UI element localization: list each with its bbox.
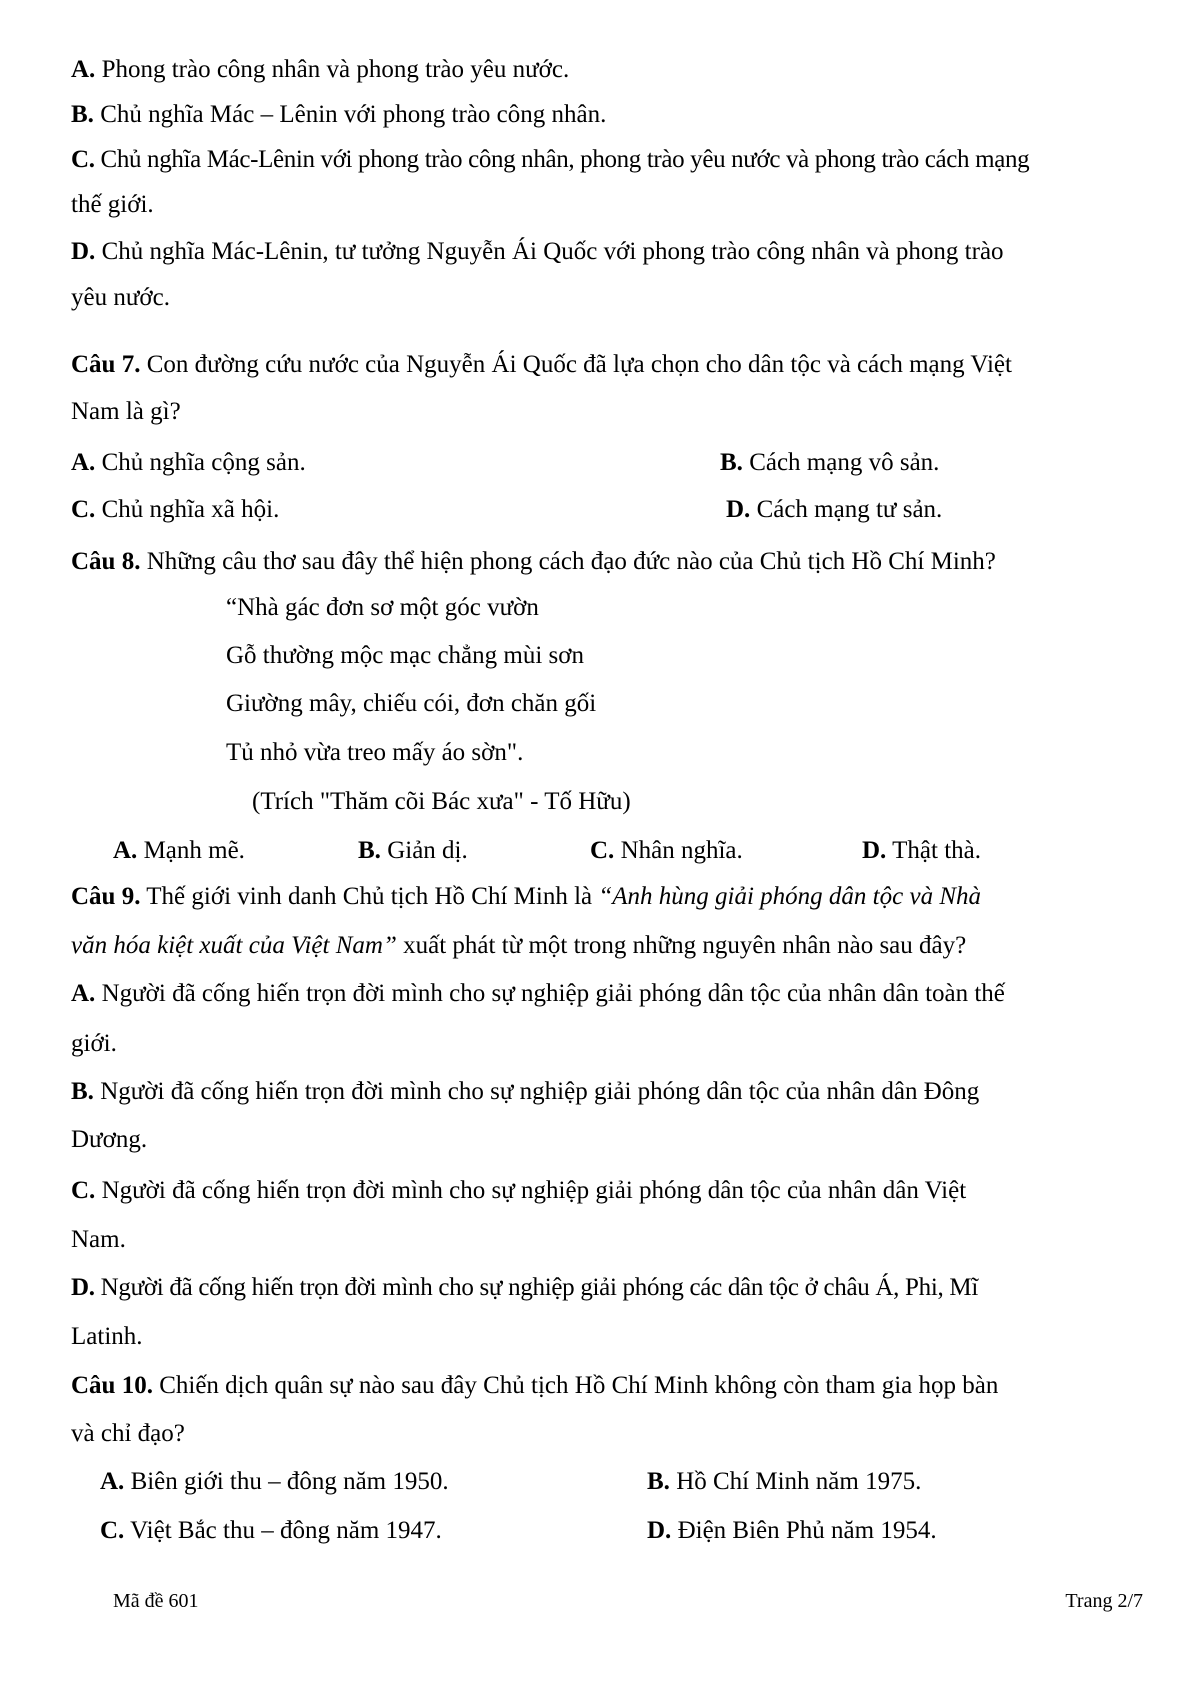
q8-option-d — [862, 835, 981, 867]
option-text: Cách mạng tư sản. — [756, 496, 943, 523]
option-letter: B. — [358, 837, 381, 864]
q10-option-d — [647, 1515, 937, 1547]
q9-option-a-cont — [71, 1028, 117, 1060]
q6-option-d-cont — [71, 282, 170, 314]
q9-option-d — [71, 1272, 978, 1304]
q6-option-c — [71, 144, 1029, 176]
quote-text: văn hóa kiệt xuất của Việt Nam” — [71, 932, 397, 959]
q6-option-a — [71, 54, 569, 86]
poem-line: Gỗ thường mộc mạc chẳng mùi sơn — [226, 642, 584, 669]
option-text: Hồ Chí Minh năm 1975. — [676, 1468, 922, 1495]
option-letter: C. — [71, 146, 95, 173]
option-text: Cách mạng vô sản. — [749, 449, 940, 476]
q9-stem-cont — [71, 930, 966, 962]
option-letter: D. — [71, 238, 96, 265]
q9-option-c-cont — [71, 1224, 126, 1256]
option-text: Chủ nghĩa xã hội. — [101, 496, 280, 523]
option-text: Điện Biên Phủ năm 1954. — [677, 1517, 937, 1544]
option-text: Nam. — [71, 1226, 126, 1253]
q10-stem — [71, 1370, 998, 1402]
q10-option-c — [100, 1515, 442, 1547]
q8-option-a — [113, 835, 245, 867]
option-letter: C. — [590, 837, 615, 864]
option-text: Việt Bắc thu – đông năm 1947. — [130, 1517, 442, 1544]
question-text: Chiến dịch quân sự nào sau đây Chủ tịch Hồ Chí Minh không còn tham gia họp bàn — [159, 1372, 999, 1399]
option-text: Chủ nghĩa Mác – Lênin với phong trào công nhân. — [100, 101, 607, 128]
option-text: Giản dị. — [387, 837, 468, 864]
option-text: Người đã cống hiến trọn đời mình cho sự nghiệp giải phóng dân tộc của nhân dân Đông — [100, 1078, 980, 1105]
option-letter: A. — [71, 449, 96, 476]
question-text: Những câu thơ sau đây thể hiện phong cách đạo đức nào của Chủ tịch Hồ Chí Minh? — [146, 548, 996, 575]
option-text: Người đã cống hiến trọn đời mình cho sự nghiệp giải phóng các dân tộc ở châu Á, Phi, Mĩ — [100, 1274, 978, 1301]
poem-line: “Nhà gác đơn sơ một góc vườn — [226, 594, 539, 621]
q9-option-d-cont — [71, 1321, 143, 1353]
page-number: Trang 2/7 — [1065, 1590, 1143, 1612]
option-text: giới. — [71, 1030, 117, 1057]
option-letter: B. — [720, 449, 743, 476]
q10-option-b — [647, 1466, 921, 1498]
option-letter: D. — [71, 1274, 95, 1301]
option-text: Dương. — [71, 1126, 148, 1153]
option-text: Chủ nghĩa cộng sản. — [101, 449, 306, 476]
question-label: Câu 7. — [71, 351, 141, 378]
question-text: Thế giới vinh danh Chủ tịch Hồ Chí Minh là — [146, 883, 593, 910]
poem-line: Tủ nhỏ vừa treo mấy áo sờn". — [226, 739, 524, 766]
q10-option-a — [100, 1466, 449, 1498]
q7-option-c — [71, 494, 279, 526]
q9-option-c — [71, 1175, 966, 1207]
poem-line: Giường mây, chiếu cói, đơn chăn gối — [226, 690, 597, 717]
q9-option-a — [71, 978, 1005, 1010]
option-letter: D. — [726, 496, 751, 523]
option-letter: A. — [100, 1468, 125, 1495]
q6-option-d — [71, 236, 1004, 268]
option-text: Chủ nghĩa Mác-Lênin với phong trào công nhân, phong trào yêu nước và phong trào cách mạng — [100, 146, 1030, 173]
option-letter: D. — [862, 837, 887, 864]
q7-stem-cont — [71, 396, 181, 428]
option-letter: A. — [113, 837, 138, 864]
option-text: Latinh. — [71, 1323, 143, 1350]
q8-option-c — [590, 835, 743, 867]
q10-stem-cont — [71, 1418, 185, 1450]
option-letter: A. — [71, 56, 96, 83]
question-label: Câu 10. — [71, 1372, 153, 1399]
q6-option-b — [71, 99, 606, 131]
quote-text: “Anh hùng giải phóng dân tộc và Nhà — [598, 883, 981, 910]
q9-option-b — [71, 1076, 979, 1108]
question-text: và chỉ đạo? — [71, 1420, 185, 1447]
option-letter: B. — [71, 1078, 94, 1105]
option-letter: C. — [100, 1517, 125, 1544]
option-text: Chủ nghĩa Mác-Lênin, tư tưởng Nguyễn Ái Quốc với phong trào công nhân và phong trào — [101, 238, 1004, 265]
question-text: xuất phát từ một trong những nguyên nhân nào sau đây? — [403, 932, 967, 959]
option-letter: C. — [71, 496, 96, 523]
option-letter: C. — [71, 1177, 96, 1204]
option-text: Thật thà. — [892, 837, 981, 864]
option-letter: A. — [71, 980, 96, 1007]
q7-option-d — [726, 494, 942, 526]
q7-stem — [71, 349, 1012, 381]
option-text: yêu nước. — [71, 284, 170, 311]
question-label: Câu 8. — [71, 548, 141, 575]
q7-option-b — [720, 447, 939, 479]
option-letter: B. — [71, 101, 94, 128]
q6-option-c-cont — [71, 189, 154, 221]
option-text: Người đã cống hiến trọn đời mình cho sự nghiệp giải phóng dân tộc của nhân dân Việt — [101, 1177, 967, 1204]
q8-option-b — [358, 835, 468, 867]
option-text: Phong trào công nhân và phong trào yêu nước. — [101, 56, 570, 83]
option-text: thế giới. — [71, 191, 154, 218]
option-text: Mạnh mẽ. — [143, 837, 245, 864]
exam-code: Mã đề 601 — [113, 1590, 199, 1612]
option-letter: D. — [647, 1517, 672, 1544]
question-text: Con đường cứu nước của Nguyễn Ái Quốc đã lựa chọn cho dân tộc và cách mạng Việt — [146, 351, 1012, 378]
option-text: Nhân nghĩa. — [620, 837, 743, 864]
q9-option-b-cont — [71, 1124, 147, 1156]
question-label: Câu 9. — [71, 883, 141, 910]
option-text: Người đã cống hiến trọn đời mình cho sự nghiệp giải phóng dân tộc của nhân dân toàn thế — [101, 980, 1005, 1007]
q7-option-a — [71, 447, 306, 479]
question-text: Nam là gì? — [71, 398, 181, 425]
option-text: Biên giới thu – đông năm 1950. — [130, 1468, 449, 1495]
poem-source: (Trích "Thăm cõi Bác xưa" - Tố Hữu) — [252, 788, 631, 815]
q8-stem — [71, 546, 996, 578]
option-letter: B. — [647, 1468, 670, 1495]
q9-stem — [71, 881, 981, 913]
